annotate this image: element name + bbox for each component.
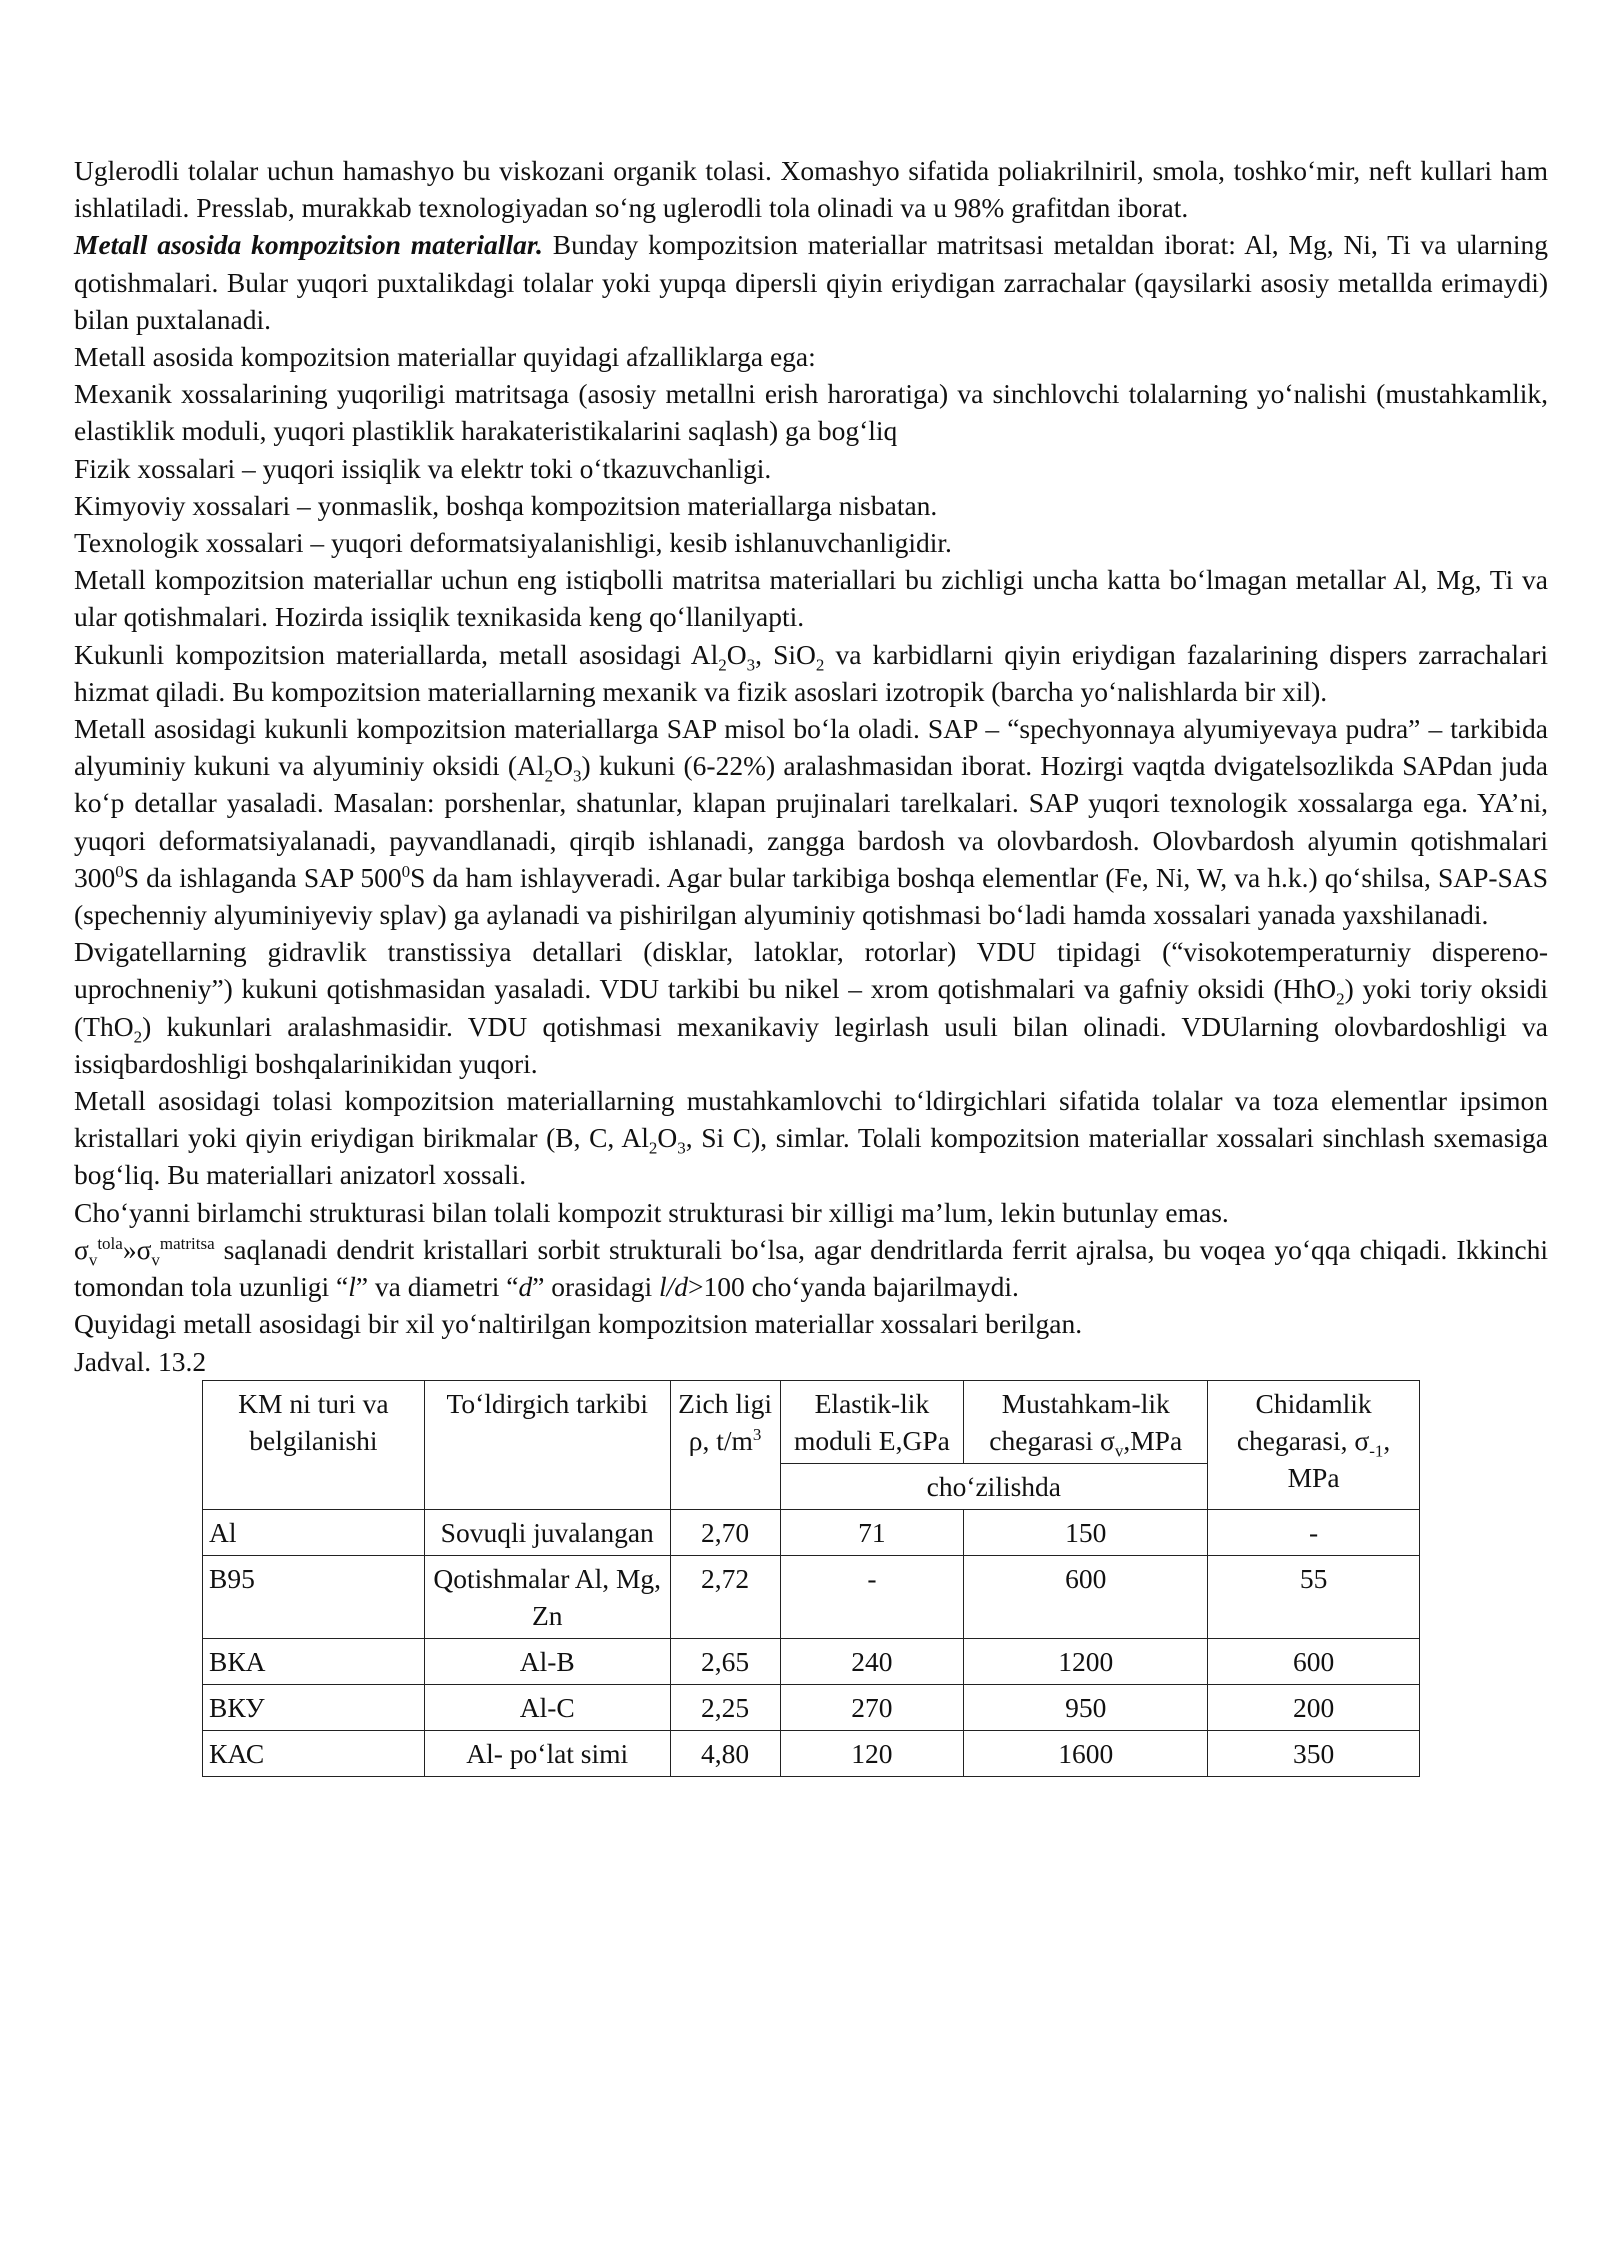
- text-span: O: [657, 1122, 678, 1154]
- subscript: v: [151, 1250, 160, 1270]
- paragraph-fiber-composites: [74, 1082, 1548, 1194]
- cell-elastic: 240: [780, 1638, 964, 1684]
- paragraph-cast-iron: Cho‘yanni birlamchi strukturasi bilan tolali kompozit strukturasi bir xilligi ma’lum, lekin butunlay emas.: [74, 1196, 1229, 1228]
- cell-elastic: 120: [780, 1730, 964, 1776]
- paragraph-powder-composites: [74, 636, 1548, 710]
- paragraph-vdu: [74, 933, 1548, 1082]
- superscript: 3: [752, 1424, 762, 1444]
- superscript: matritsa: [159, 1233, 215, 1253]
- header-density: [670, 1380, 780, 1509]
- paragraph-table-intro: Quyidagi metall asosidagi bir xil yo‘naltirilgan kompozitsion materiallar xossalari berilgan.: [74, 1308, 1083, 1340]
- italic-d: d: [518, 1271, 533, 1303]
- text-span: , SiO: [755, 638, 816, 670]
- paragraph-chemical-properties: Kimyoviy xossalari – yonmaslik, boshqa kompozitsion materiallarga nisbatan.: [74, 489, 938, 521]
- paragraph-metal-matrix: [74, 226, 1548, 338]
- paragraph-sap: [74, 710, 1548, 933]
- text-span: , Si C), simlar. Tolali kompozitsion materiallar xossalari sinchlash sxemasiga bog‘liq. Bu materiallari anizatorl xossali.: [74, 1122, 1549, 1191]
- header-filler: To‘ldirgich tarkibi: [424, 1380, 670, 1509]
- text-span: S da ishlaganda SAP 500: [123, 861, 402, 893]
- cell-density: 4,80: [670, 1730, 780, 1776]
- cell-km: ВКУ: [203, 1684, 425, 1730]
- cell-filler: Al-B: [424, 1638, 670, 1684]
- cell-density: 2,25: [670, 1684, 780, 1730]
- relation-symbol: »σ: [122, 1233, 152, 1265]
- properties-table: [202, 1380, 1420, 1777]
- header-strength-limit: [964, 1380, 1208, 1463]
- text-span: Kukunli kompozitsion materiallarda, metall asosidagi Al: [74, 638, 719, 670]
- subscript: 2: [544, 766, 554, 786]
- header-density-text: Zich ligi ρ, t/m: [678, 1387, 773, 1456]
- header-endurance-limit: [1208, 1380, 1420, 1509]
- cell-density: 2,70: [670, 1509, 780, 1555]
- text-span: ” orasidagi: [532, 1271, 659, 1303]
- cell-strength: 600: [964, 1555, 1208, 1638]
- subscript: 2: [648, 1138, 658, 1158]
- paragraph-text: Bunday kompozitsion materiallar matritsasi metaldan iborat: Al, Mg, Ni, Ti va ularning qotishmalari. Bular yuqori puxtalikdagi tolalar yoki yupqa dipersli qiyin eriydigan zarrachalar (qaysilarki asosiy metallda erimaydi) bilan puxtalanadi.: [74, 229, 1548, 335]
- text-span: ” va diametri “: [355, 1271, 519, 1303]
- text-span: Metall asosidagi kukunli kompozitsion materiallarga SAP misol bo‘la oladi. SAP – “spechyonnaya alyumiyevaya pudra” – tarkibida alyuminiy kukuni va alyuminiy oksidi (Al: [74, 713, 1548, 782]
- table-header-row: [203, 1380, 1420, 1463]
- text-span: >100 cho‘yanda bajarilmaydi.: [688, 1271, 1019, 1303]
- table-row: [203, 1509, 1420, 1555]
- text-span: S da ham ishlayveradi. Agar bular tarkibiga boshqa elementlar (Fe, Ni, W, va h.k.) qo‘shilsa, SAP-SAS (spechenniy alyuminiyeviy splav) ga aylanadi va pishirilgan alyuminiy qotishmasi bo‘ladi hamda xossalari yanada yaxshilanadi.: [74, 861, 1549, 931]
- cell-endurance: 55: [1208, 1555, 1420, 1638]
- header-endurance-text: Chidamlik chegarasi, σ: [1236, 1387, 1372, 1456]
- document-page: [74, 152, 1548, 1777]
- header-strength-text: Mustahkam-lik chegarasi σ: [989, 1387, 1170, 1456]
- paragraph-carbon-fibers: Uglerodli tolalar uchun hamashyo bu viskozani organik tolasi. Xomashyo sifatida poliakrilniril, smola, toshko‘mir, neft kullari ham ishlatiladi. Presslab, murakkab texnologiyadan so‘ng uglerodli tola olinadi va u 98% grafitdan iborat.: [74, 155, 1548, 224]
- header-endurance-unit: , MPa: [1287, 1424, 1391, 1493]
- subscript: 3: [677, 1138, 686, 1158]
- text-span: O: [726, 638, 747, 670]
- text-span: Dvigatellarning gidravlik transtissiya detallari (disklar, latoklar, rotorlar) VDU tipidagi (“visokotemperaturniy dispereno-uprochneniy”) kukuni qotishmasidan yasaladi. VDU tarkibi bu nikel – xrom qotishmalari va gafniy oksidi (HhO: [74, 936, 1548, 1005]
- cell-km: B95: [203, 1555, 425, 1638]
- paragraph-physical-properties: Fizik xossalari – yuqori issiqlik va elektr toki o‘tkazuvchanligi.: [74, 452, 772, 484]
- subscript: 3: [572, 766, 582, 786]
- paragraph-sigma-relation: [74, 1231, 1548, 1305]
- header-tension: cho‘zilishda: [780, 1463, 1208, 1509]
- paragraph-advantages-intro: Metall asosida kompozitsion materiallar quyidagi afzalliklarga ega:: [74, 341, 816, 373]
- section-heading-metal-composites: Metall asosida kompozitsion materiallar.: [74, 229, 543, 261]
- table-row: [203, 1730, 1420, 1776]
- superscript: 0: [401, 861, 411, 881]
- subscript: v: [1114, 1441, 1124, 1461]
- cell-km: Al: [203, 1509, 425, 1555]
- paragraph-matrix-materials: Metall kompozitsion materiallar uchun eng istiqbolli matritsa materiallari bu zichligi uncha katta bo‘lmagan metallar Al, Mg, Ti va ular qotishmalari. Hozirda issiqlik texnikasida keng qo‘llanilyapti.: [74, 564, 1548, 633]
- sigma-symbol: σ: [74, 1233, 89, 1265]
- text-span: ) kukuni (6-22%) aralashmasidan iborat. Hozirgi vaqtda dvigatelsozlikda SAPdan juda ko‘p detallar yasaladi. Masalan: porshenlar, shatunlar, klapan prujinalari tarelkalari. SAP yuqori texnologik xossalarga ega. YA’ni, yuqori deformatsiyalanadi, payvandlanadi, qirqib ishlanadi, zangga bardosh va olovbardosh. Olovbardosh alyumin qotishmalari 300: [74, 750, 1548, 893]
- cell-endurance: 200: [1208, 1684, 1420, 1730]
- cell-elastic: -: [780, 1555, 964, 1638]
- cell-filler: Al-C: [424, 1684, 670, 1730]
- text-span: ) kukunlari aralashmasidir. VDU qotishmasi mexanikaviy legirlash usuli bilan olinadi. VDUlarning olovbardoshligi va issiqbardoshligi boshqalarinikidan yuqori.: [74, 1010, 1548, 1079]
- table-row: [203, 1684, 1420, 1730]
- italic-l: l: [348, 1271, 356, 1303]
- cell-endurance: 600: [1208, 1638, 1420, 1684]
- cell-endurance: -: [1208, 1509, 1420, 1555]
- subscript: 2: [1336, 989, 1345, 1009]
- cell-filler: Qotishmalar Al, Mg, Zn: [424, 1555, 670, 1638]
- cell-elastic: 71: [780, 1509, 964, 1555]
- table-row: [203, 1555, 1420, 1638]
- subscript: 2: [815, 655, 825, 675]
- cell-elastic: 270: [780, 1684, 964, 1730]
- superscript: tola: [97, 1233, 123, 1253]
- subscript: v: [88, 1250, 98, 1270]
- text-span: Metall asosidagi tolasi kompozitsion materiallarning mustahkamlovchi to‘ldirgichlari sifatida tolalar va toza elementlar ipsimon kristallari yoki qiyin eriydigan birikmalar (B, C, Al: [74, 1085, 1548, 1154]
- table-caption: Jadval. 13.2: [74, 1345, 207, 1377]
- header-km-type: KM ni turi va belgilanishi: [203, 1380, 425, 1509]
- text-span: saqlanadi dendrit kristallari sorbit strukturali bo‘lsa, agar dendritlarda ferrit ajralsa, bu voqea yo‘qqa chiqadi. Ikkinchi tomondan tola uzunligi “: [74, 1233, 1548, 1303]
- superscript: 0: [115, 861, 124, 881]
- cell-filler: Al- po‘lat simi: [424, 1730, 670, 1776]
- cell-km: КАС: [203, 1730, 425, 1776]
- paragraph-technological-properties: Texnologik xossalari – yuqori deformatsiyalanishligi, kesib ishlanuvchanligidir.: [74, 527, 952, 559]
- cell-density: 2,65: [670, 1638, 780, 1684]
- cell-strength: 950: [964, 1684, 1208, 1730]
- header-strength-unit: ,MPa: [1123, 1424, 1183, 1456]
- text-span: ) yoki toriy oksidi (ThO: [74, 973, 1548, 1042]
- cell-strength: 1600: [964, 1730, 1208, 1776]
- subscript: -1: [1369, 1441, 1384, 1461]
- cell-strength: 150: [964, 1509, 1208, 1555]
- cell-density: 2,72: [670, 1555, 780, 1638]
- table-row: [203, 1638, 1420, 1684]
- cell-filler: Sovuqli juvalangan: [424, 1509, 670, 1555]
- subscript: 2: [133, 1027, 143, 1047]
- cell-strength: 1200: [964, 1638, 1208, 1684]
- text-span: va karbidlarni qiyin eriydigan fazalarining dispers zarrachalari hizmat qiladi. Bu kompozitsion materiallarning mexanik va fizik asoslari izotropik (barcha yo‘nalishlarda bir xil).: [74, 638, 1548, 707]
- text-span: O: [553, 750, 573, 782]
- paragraph-mechanical-properties: Mexanik xossalarining yuqoriligi matritsaga (asosiy metallni erish haroratiga) va sinchlovchi tolalarning yo‘nalishi (mustahkamlik, elastiklik moduli, yuqori plastiklik harakateristikalarini saqlash) ga bog‘liq: [74, 378, 1548, 447]
- italic-ratio: l/d: [658, 1271, 688, 1303]
- subscript: 2: [718, 655, 727, 675]
- header-elastic-modulus: Elastik-lik moduli E,GPa: [780, 1380, 964, 1463]
- cell-endurance: 350: [1208, 1730, 1420, 1776]
- cell-km: ВКА: [203, 1638, 425, 1684]
- subscript: 3: [746, 655, 756, 675]
